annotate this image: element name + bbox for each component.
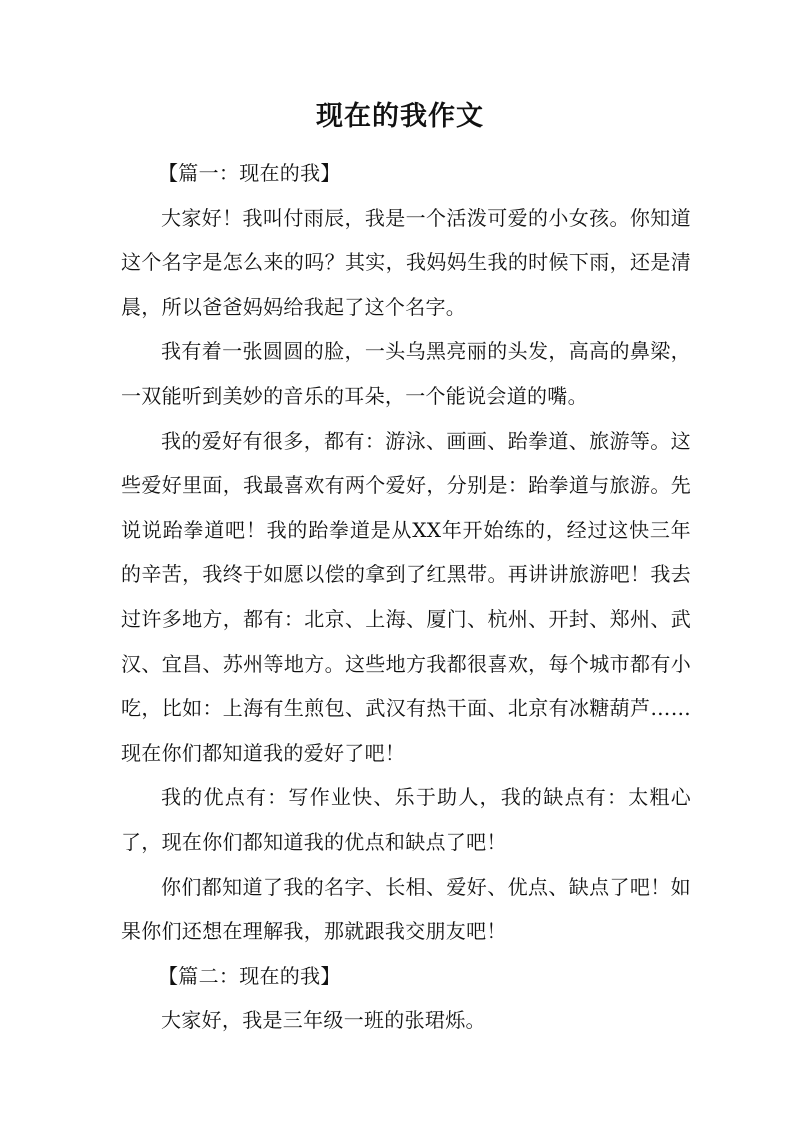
document-body xyxy=(121,151,691,1043)
section-2-paragraph-1: 大家好，我是三年级一班的张珺烁。 xyxy=(161,1008,486,1033)
section-1-paragraph-4: 我的优点有：写作业快、乐于助人，我的缺点有：太粗心了，现在你们都知道我的优点和缺点了吧！ xyxy=(121,785,691,854)
document-title: 现在的我作文 xyxy=(316,101,484,132)
section-1-heading: 【篇一：现在的我】 xyxy=(158,161,341,185)
section-1-paragraph-1: 大家好！我叫付雨辰，我是一个活泼可爱的小女孩。你知道这个名字是怎么来的吗？其实，我妈妈生我的时候下雨，还是清晨，所以爸爸妈妈给我起了这个名字。 xyxy=(121,205,691,319)
section-1-paragraph-3: 我的爱好有很多，都有：游泳、画画、跆拳道、旅游等。这些爱好里面，我最喜欢有两个爱好，分别是：跆拳道与旅游。先说说跆拳道吧！我的跆拳道是从XX年开始练的，经过这快三年的辛苦，我终于如愿以偿的拿到了红黑带。再讲讲旅游吧！我去过许多地方，都有：北京、上海、厦门、杭州、开封、郑州、武汉、宜昌、苏州等地方。这些地方我都很喜欢，每个城市都有小吃，比如：上海有生煎包、武汉有热干面、北京有冰糖葫芦……现在你们都知道我的爱好了吧！ xyxy=(121,428,691,765)
section-2-heading: 【篇二：现在的我】 xyxy=(158,963,341,988)
section-1-paragraph-2: 我有着一张圆圆的脸，一头乌黑亮丽的头发，高高的鼻梁，一双能听到美妙的音乐的耳朵，一个能说会道的嘴。 xyxy=(121,339,691,408)
section-1-paragraph-5: 你们都知道了我的名字、长相、爱好、优点、缺点了吧！如果你们还想在理解我，那就跟我交朋友吧！ xyxy=(121,874,691,944)
